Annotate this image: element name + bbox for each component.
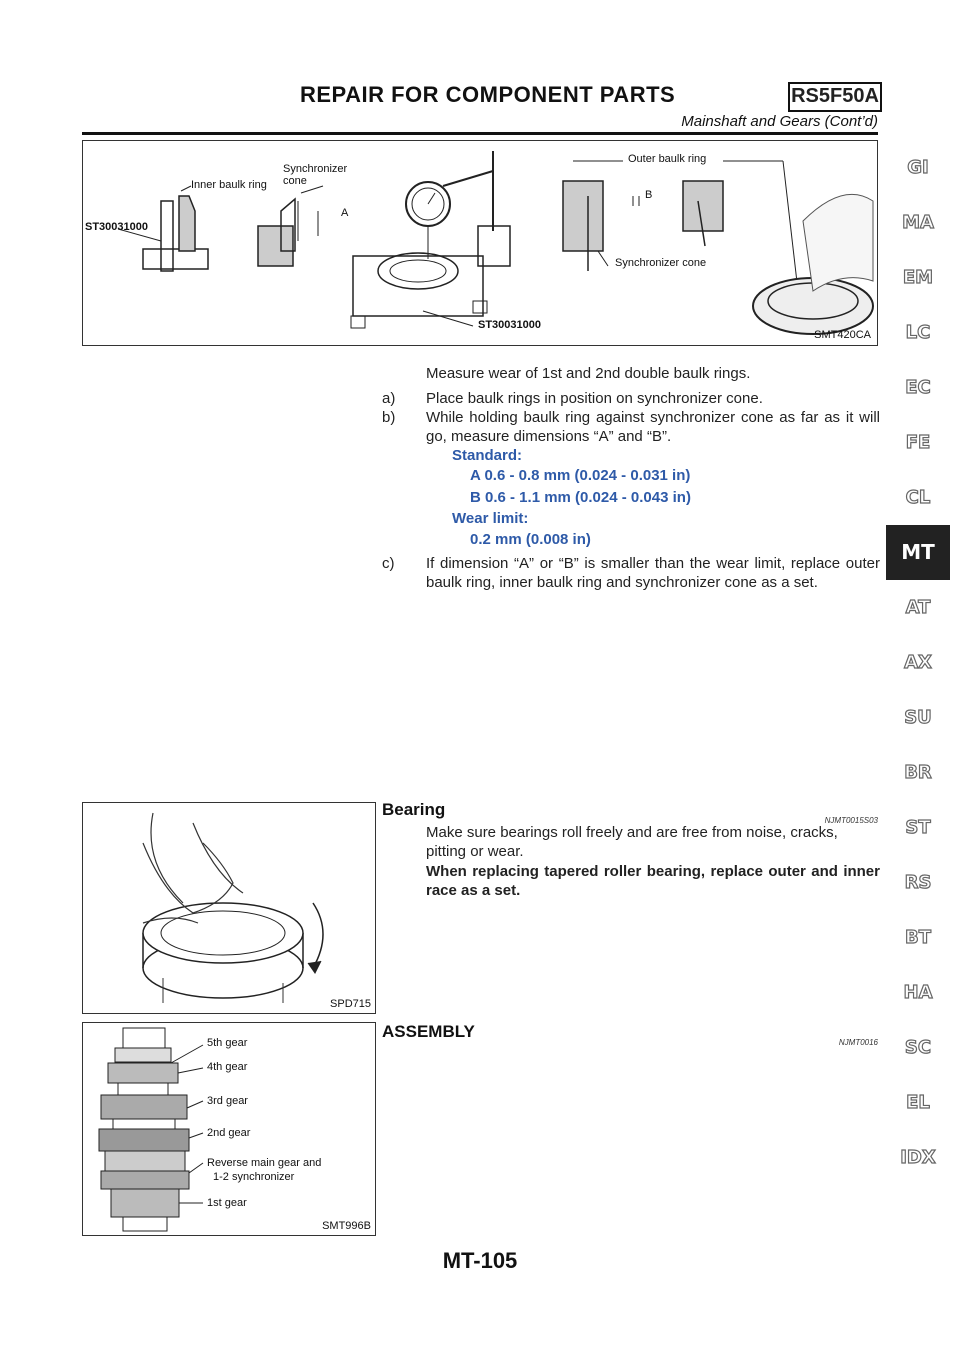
tab-br[interactable]: BR: [904, 762, 932, 783]
label-inner-baulk-ring: Inner baulk ring: [191, 179, 267, 191]
label-synchronizer-cone: Synchronizer cone: [283, 163, 348, 187]
tab-gi[interactable]: GI: [907, 157, 929, 178]
wear-limit-value: 0.2 mm (0.008 in): [470, 531, 591, 548]
standard-label: Standard:: [452, 447, 523, 464]
label-tool-bottom: ST30031000: [478, 319, 541, 331]
tab-lc[interactable]: LC: [905, 322, 931, 343]
section-tabs: [893, 140, 943, 1185]
tab-cl[interactable]: CL: [905, 487, 931, 508]
tab-el[interactable]: EL: [906, 1092, 930, 1113]
tab-at[interactable]: AT: [905, 597, 931, 618]
step-b-marker: b): [382, 409, 396, 426]
assembly-title: ASSEMBLY: [382, 1022, 475, 1041]
standard-b: B 0.6 - 1.1 mm (0.024 - 0.043 in): [470, 489, 691, 506]
bearing-text: Make sure bearings roll freely and are free from noise, cracks, pitting or wear.: [426, 824, 838, 860]
figure-gear-assembly: [82, 1022, 376, 1236]
figure-baulk-ring-measurement: [82, 140, 878, 346]
label-synchronizer-cone-2: Synchronizer cone: [615, 257, 707, 269]
label-dimension-a: A: [341, 207, 349, 219]
tab-ma[interactable]: MA: [902, 212, 934, 233]
step-b: While holding baulk ring against synchronizer cone as far as it will go, measure dimensions “A” and “B”.: [426, 409, 880, 445]
tab-idx[interactable]: IDX: [900, 1147, 936, 1168]
figure-id: SMT420CA: [814, 329, 871, 341]
label-dimension-b: B: [645, 189, 653, 201]
tab-rs[interactable]: RS: [904, 872, 932, 893]
standard-a: A 0.6 - 0.8 mm (0.024 - 0.031 in): [470, 467, 691, 484]
assembly-ref: NJMT0016: [838, 1038, 878, 1047]
tab-ax[interactable]: AX: [904, 652, 932, 673]
model-badge: RS5F50A: [788, 82, 882, 112]
step-c-marker: c): [382, 555, 395, 572]
gear-label-synchronizer: 1-2 synchronizer: [213, 1171, 295, 1183]
label-outer-baulk-ring: Outer baulk ring: [628, 153, 707, 165]
step-a-marker: a): [382, 390, 396, 407]
label-tool-left: ST30031000: [85, 221, 148, 233]
bearing-illustration: [83, 803, 375, 1013]
wear-limit-label: Wear limit:: [452, 510, 529, 527]
baulk-intro: Measure wear of 1st and 2nd double baulk rings.: [426, 365, 751, 382]
tab-bt[interactable]: BT: [905, 927, 931, 948]
gear-label-reverse: Reverse main gear and: [207, 1157, 322, 1169]
tab-fe[interactable]: FE: [905, 432, 931, 453]
baulk-ring-illustration: [83, 141, 877, 345]
figure-id: SMT996B: [322, 1220, 371, 1232]
tab-sc[interactable]: SC: [904, 1037, 932, 1058]
step-c: If dimension “A” or “B” is smaller than the wear limit, replace outer baulk ring, inner baulk ring and synchronizer cone as a set.: [426, 555, 880, 591]
tab-mt[interactable]: MT: [886, 525, 950, 580]
gear-label-1st: 1st gear: [207, 1197, 247, 1209]
figure-bearing: [82, 802, 376, 1014]
gear-label-5th: 5th gear: [207, 1037, 248, 1049]
tab-st[interactable]: ST: [905, 817, 931, 838]
tab-ec[interactable]: EC: [905, 377, 931, 398]
tab-su[interactable]: SU: [904, 707, 932, 728]
tab-ha[interactable]: HA: [903, 982, 933, 1003]
step-a: Place baulk rings in position on synchronizer cone.: [426, 390, 763, 407]
gear-label-4th: 4th gear: [207, 1061, 248, 1073]
bearing-title: Bearing: [382, 800, 446, 819]
page-number: MT-105: [442, 1248, 518, 1273]
gear-label-2nd: 2nd gear: [207, 1127, 251, 1139]
gear-label-3rd: 3rd gear: [207, 1095, 248, 1107]
bearing-note: When replacing tapered roller bearing, replace outer and inner race as a set.: [426, 863, 880, 899]
figure-id: SPD715: [330, 998, 371, 1010]
header-rule: [82, 132, 878, 135]
page-subtitle: Mainshaft and Gears (Cont’d): [681, 113, 878, 130]
bearing-ref: NJMT0015S03: [824, 816, 878, 825]
tab-em[interactable]: EM: [902, 267, 934, 288]
page-section-title: REPAIR FOR COMPONENT PARTS: [300, 82, 676, 107]
